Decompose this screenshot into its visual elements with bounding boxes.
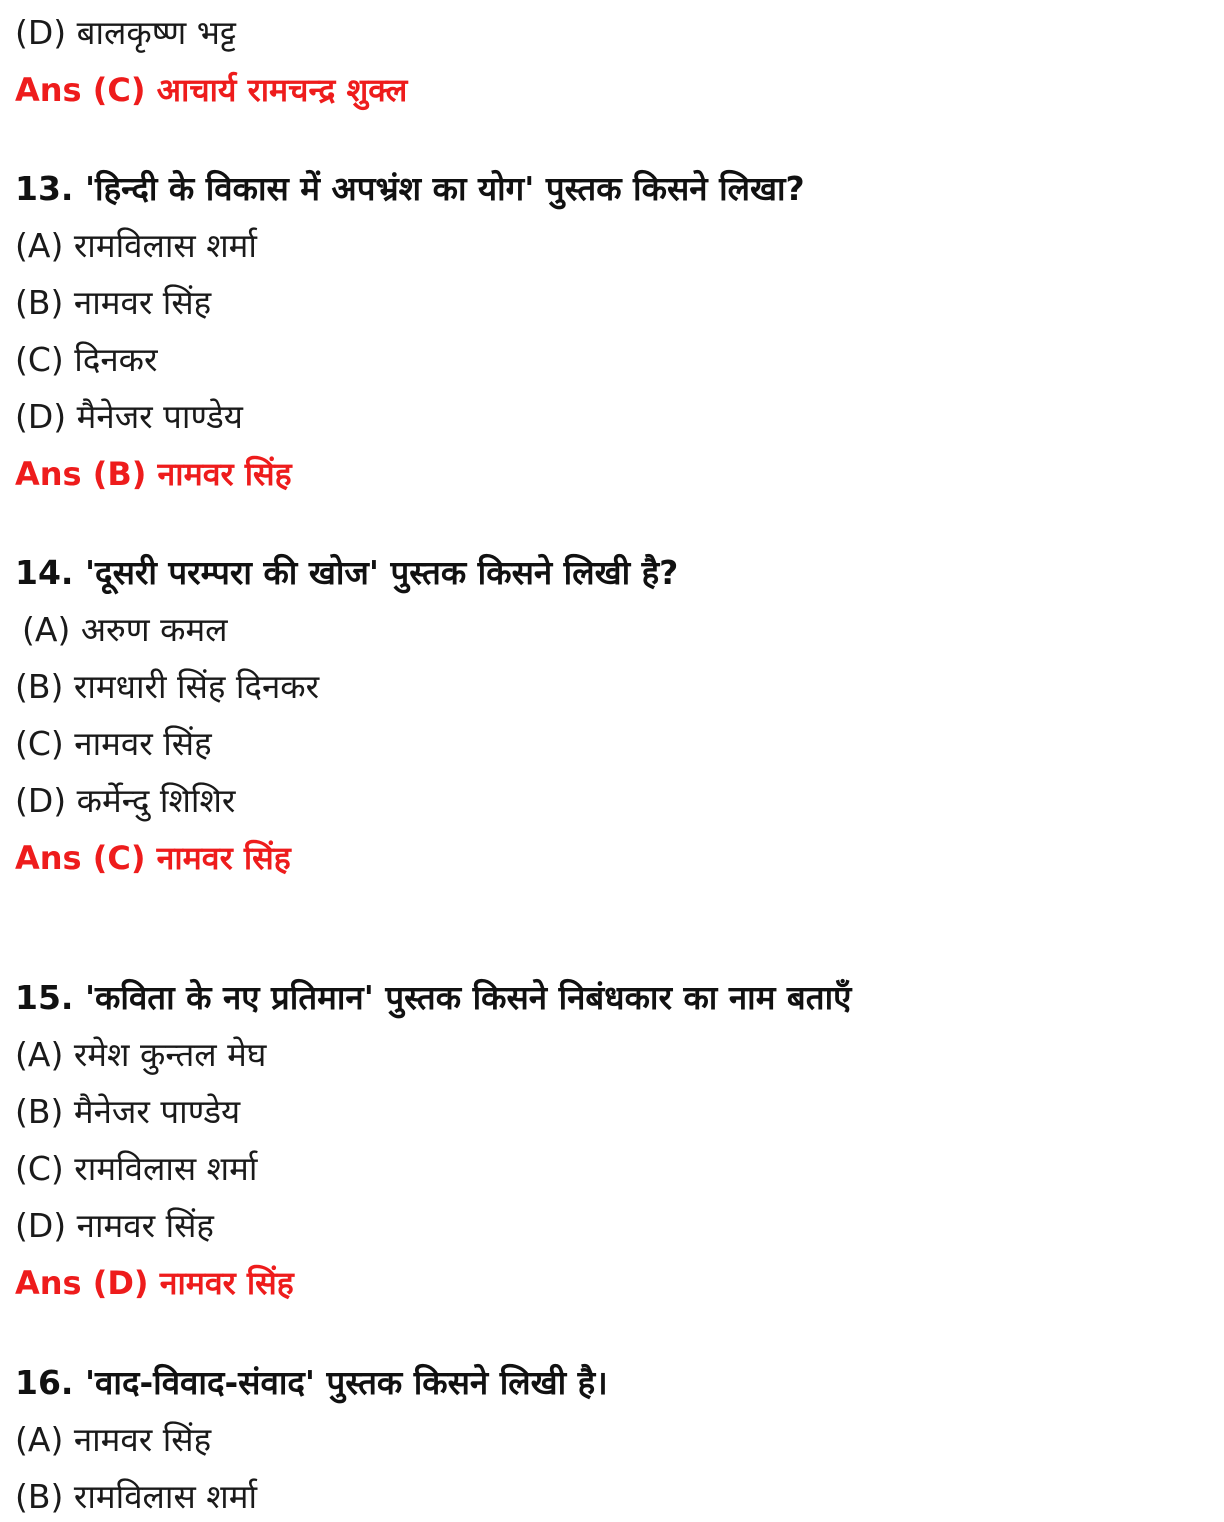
question-15-answer: Ans (D) नामवर सिंह [15, 1264, 294, 1302]
question-14-option-b: (B) रामधारी सिंह दिनकर [15, 667, 320, 706]
question-13-option-b: (B) नामवर सिंह [15, 283, 212, 322]
question-16-option-a: (A) नामवर सिंह [15, 1420, 212, 1459]
question-13-option-a: (A) रामविलास शर्मा [15, 226, 257, 265]
option-d: (D) बालकृष्ण भट्ट [15, 13, 237, 52]
question-16: 16. 'वाद-विवाद-संवाद' पुस्तक किसने लिखी है। [15, 1363, 608, 1402]
question-15-option-c: (C) रामविलास शर्मा [15, 1149, 258, 1188]
question-14-option-d: (D) कर्मेन्दु शिशिर [15, 781, 236, 820]
question-14-option-c: (C) नामवर सिंह [15, 724, 212, 763]
question-14: 14. 'दूसरी परम्परा की खोज' पुस्तक किसने लिखी है? [15, 553, 679, 592]
question-13-answer: Ans (B) नामवर सिंह [15, 455, 292, 493]
question-13-option-d: (D) मैनेजर पाण्डेय [15, 397, 243, 436]
question-14-answer: Ans (C) नामवर सिंह [15, 839, 291, 877]
question-14-option-a: (A) अरुण कमल [22, 610, 228, 649]
question-15-option-d: (D) नामवर सिंह [15, 1206, 214, 1245]
question-15-option-a: (A) रमेश कुन्तल मेघ [15, 1035, 267, 1074]
question-15-option-b: (B) मैनेजर पाण्डेय [15, 1092, 241, 1131]
question-15: 15. 'कविता के नए प्रतिमान' पुस्तक किसने निबंधकार का नाम बताएँ [15, 978, 852, 1017]
answer: Ans (C) आचार्य रामचन्द्र शुक्ल [15, 71, 408, 109]
question-13: 13. 'हिन्दी के विकास में अपभ्रंश का योग' पुस्तक किसने लिखा? [15, 169, 805, 208]
question-16-option-b: (B) रामविलास शर्मा [15, 1477, 257, 1516]
question-13-option-c: (C) दिनकर [15, 340, 158, 379]
